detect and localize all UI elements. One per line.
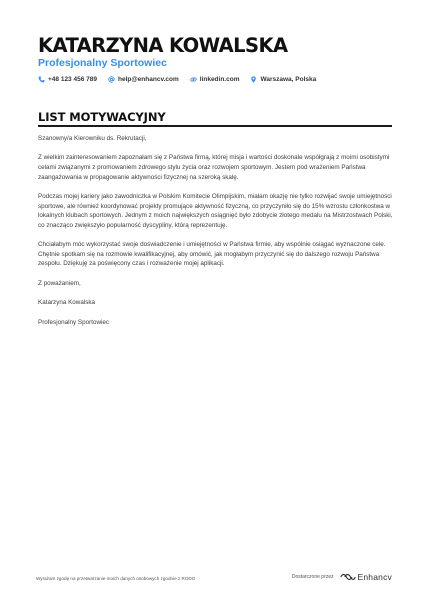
brand-name: Enhancv xyxy=(357,572,392,582)
contact-phone xyxy=(38,76,97,83)
paragraph-1: Z wielkim zainteresowaniem zapoznałam się z Państwa firmą, której misja i wartości doskonale współgrają z moimi osobistymi celami związanymi z promowaniem zdrowego stylu życia oraz rozwojem sportowym. Jestem pod wrażeniem Państwa zaangażowania w propagowanie aktywności fizycznej na szeroką skalę. xyxy=(38,154,390,181)
salutation: Szanowny/a Kierowniku ds. Rekrutacji, xyxy=(38,135,147,142)
powered-by-label: Dostarczone przez xyxy=(291,574,334,580)
contact-bar xyxy=(38,76,327,83)
email-link[interactable]: help@enhancv.com xyxy=(117,76,179,83)
linkedin-link[interactable]: linkedin.com xyxy=(199,76,240,83)
phone-text: +48 123 456 789 xyxy=(48,76,97,83)
letter-body xyxy=(38,134,394,327)
enhancv-logo[interactable] xyxy=(340,572,392,582)
at-icon xyxy=(108,76,115,83)
section-title: LIST MOTYWACYJNY xyxy=(38,110,166,124)
link-icon xyxy=(190,76,197,83)
phone-icon xyxy=(38,76,45,83)
section-divider xyxy=(38,125,392,127)
signature-name: Katarzyna Kowalska xyxy=(38,299,96,307)
job-title: Profesjonalny Sportowiec xyxy=(38,57,167,69)
location-pin-icon xyxy=(250,76,257,83)
contact-linkedin[interactable] xyxy=(190,76,240,83)
location-text: Warszawa, Polska xyxy=(260,76,317,83)
paragraph-2: Podczas mojej kariery jako zawodniczka w Polskim Komitecie Olimpijskim, miałam okazję nie tylko rozwijać swoje umiejętności sportowe, ale również koordynować projekty promujące aktywność fizyczną, co przyczyniło się do 15% wzrostu członkostwa w lokalnych klubach sportowych. Jednym z moich największych osiągnięć było zdobycie złotego medalu na Mistrzostwach Polski, co znacząco zwiększyło popularność dyscypliny, którą reprezentuję. xyxy=(38,192,393,229)
contact-email[interactable] xyxy=(108,76,179,83)
contact-location xyxy=(250,76,316,83)
gdpr-consent: Wyrażam zgodę na przetwarzanie moich danych osobowych zgodnie z RODO xyxy=(36,576,196,581)
candidate-name: KATARZYNA KOWALSKA xyxy=(38,34,288,57)
signature-title: Profesjonalny Sportowiec xyxy=(38,318,110,326)
paragraph-3: Chciałabym móc wykorzystać swoje doświadczenie i umiejętności w Państwa firmie, aby wspólnie osiągać wyznaczone cele. Chętnie spotkam się na rozmowie kwalifikacyjnej, aby omówić, jak mogłabym przyczynić się do dalszego rozwoju Państwa zespołu. Dziękuję za poświęcony czas i rozważenie mojej aplikacji. xyxy=(38,241,386,268)
enhancv-logo-icon xyxy=(340,573,356,581)
powered-by xyxy=(292,572,392,582)
closing: Z poważaniem, xyxy=(38,279,81,287)
